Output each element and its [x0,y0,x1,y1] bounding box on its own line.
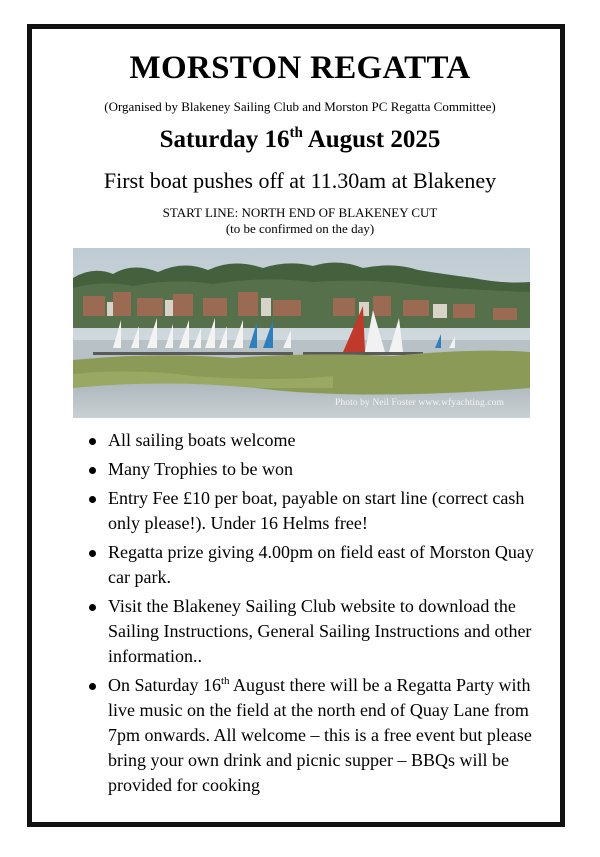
list-item [108,428,538,453]
party-prefix: On Saturday 16 [108,675,221,695]
date-prefix: Saturday 16 [159,126,290,153]
date-suffix: August 2025 [302,126,441,153]
info-list [108,428,538,802]
bullet-icon [89,438,96,445]
bullet-text: Visit the Blakeney Sailing Club website to download the Sailing Instructions, General Sailing Instructions and other information.. [108,596,532,666]
bullet-text: Regatta prize giving 4.00pm on field east of Morston Quay car park. [108,542,534,587]
harbour-scene-image [73,248,530,418]
bullet-text: Many Trophies to be won [108,459,294,479]
start-line-note: START LINE: NORTH END OF BLAKENEY CUT [162,205,438,220]
poster-title: MORSTON REGATTA [129,50,471,86]
bullet-icon [89,467,96,474]
event-date [0,126,600,154]
organiser-line: (Organised by Blakeney Sailing Club and Morston PC Regatta Committee) [104,99,496,114]
photo-credit: Photo by Neil Foster www.wfyachting.com [335,398,504,408]
list-item [108,486,538,536]
list-item [108,594,538,669]
bullet-icon [89,550,96,557]
party-ordinal: th [220,675,230,687]
party-text: August there will be a Regatta Party with live music on the field at the north end of Quay Lane from 7pm onwards. All welcome – this is a free event but please bring your own drink and picnic supper – BBQs will be provided for cooking [108,675,532,795]
first-boat-time: First boat pushes off at 11.30am at Blakeney [103,168,497,193]
bullet-icon [89,496,96,503]
confirm-note: (to be confirmed on the day) [225,221,375,236]
list-item-party [108,673,538,798]
list-item [108,540,538,590]
bullet-text: Entry Fee £10 per boat, payable on start line (correct cash only please!). Under 16 Helms free! [108,488,525,533]
list-item [108,457,538,482]
date-ordinal: th [289,125,303,141]
bullet-icon [89,604,96,611]
bullet-icon [89,683,96,690]
bullet-text: All sailing boats welcome [108,430,296,450]
regatta-photo [73,248,530,418]
